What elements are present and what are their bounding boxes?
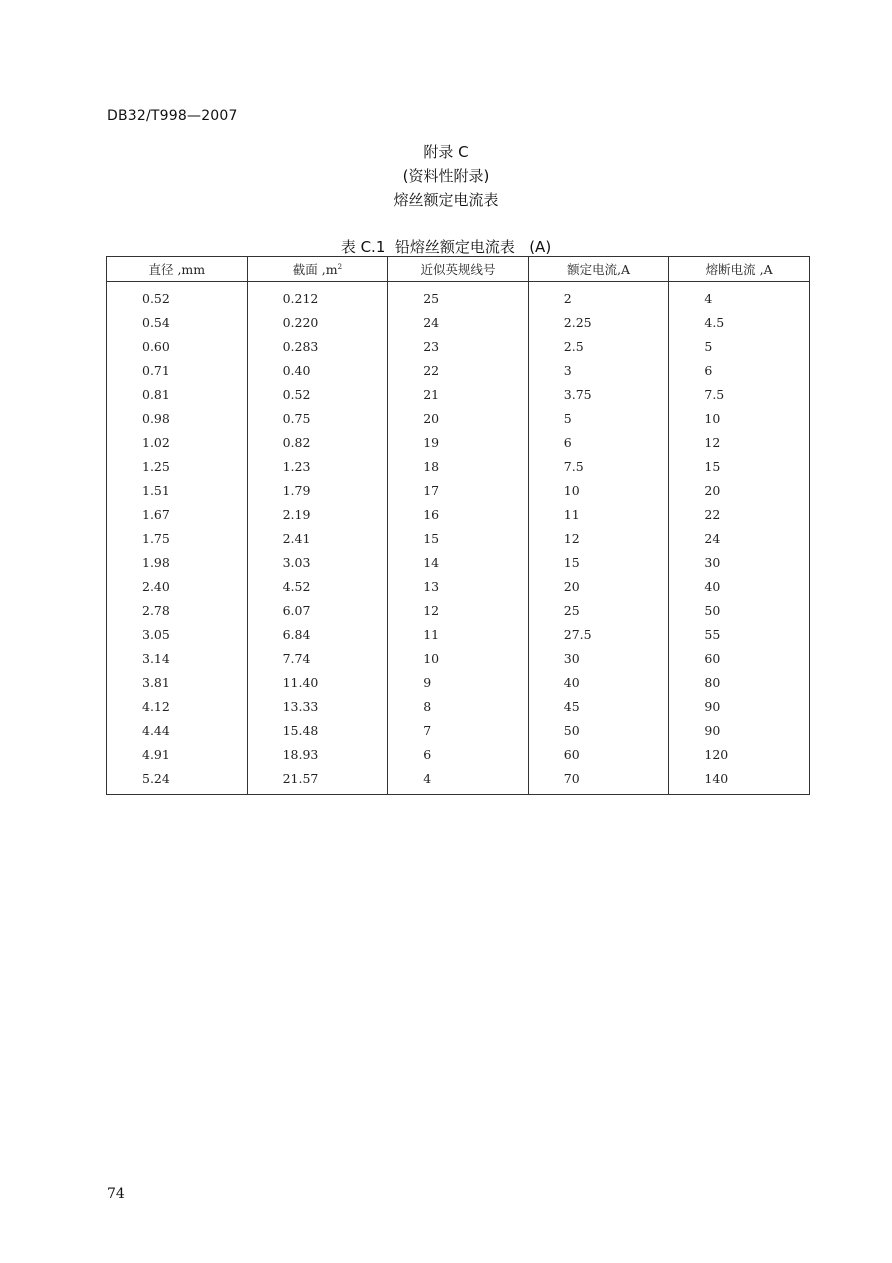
table-cell: 20 bbox=[388, 406, 529, 430]
table-cell: 5 bbox=[528, 406, 669, 430]
table-cell: 15 bbox=[669, 454, 810, 478]
table-cell: 11 bbox=[528, 502, 669, 526]
table-row bbox=[107, 550, 810, 574]
column-header bbox=[669, 257, 810, 282]
column-header-label: 直径 ,mm bbox=[148, 262, 206, 277]
table-cell: 0.212 bbox=[247, 282, 388, 311]
table-cell: 3.75 bbox=[528, 382, 669, 406]
table-row bbox=[107, 430, 810, 454]
table-row bbox=[107, 622, 810, 646]
table-cell: 30 bbox=[528, 646, 669, 670]
table-row bbox=[107, 526, 810, 550]
table-cell: 0.220 bbox=[247, 310, 388, 334]
table-cell: 40 bbox=[669, 574, 810, 598]
table-cell: 25 bbox=[388, 282, 529, 311]
table-cell: 0.283 bbox=[247, 334, 388, 358]
table-cell: 12 bbox=[388, 598, 529, 622]
table-cell: 11.40 bbox=[247, 670, 388, 694]
table-cell: 50 bbox=[669, 598, 810, 622]
table-row bbox=[107, 334, 810, 358]
table-cell: 0.40 bbox=[247, 358, 388, 382]
table-cell: 0.52 bbox=[107, 282, 248, 311]
table-cell: 120 bbox=[669, 742, 810, 766]
table-cell: 5.24 bbox=[107, 766, 248, 795]
table-cell: 1.98 bbox=[107, 550, 248, 574]
table-cell: 12 bbox=[528, 526, 669, 550]
table-cell: 18 bbox=[388, 454, 529, 478]
fuse-rating-table bbox=[106, 256, 810, 795]
table-cell: 24 bbox=[388, 310, 529, 334]
table-cell: 7.5 bbox=[528, 454, 669, 478]
table-cell: 16 bbox=[388, 502, 529, 526]
column-header bbox=[247, 257, 388, 282]
table-cell: 4 bbox=[669, 282, 810, 311]
table-cell: 0.82 bbox=[247, 430, 388, 454]
table-cell: 27.5 bbox=[528, 622, 669, 646]
table-cell: 5 bbox=[669, 334, 810, 358]
table-cell: 3.81 bbox=[107, 670, 248, 694]
table-row bbox=[107, 694, 810, 718]
table-cell: 40 bbox=[528, 670, 669, 694]
table-cell: 22 bbox=[669, 502, 810, 526]
table-cell: 60 bbox=[669, 646, 810, 670]
column-header bbox=[107, 257, 248, 282]
table-cell: 2.5 bbox=[528, 334, 669, 358]
table-row bbox=[107, 358, 810, 382]
table-cell: 2.78 bbox=[107, 598, 248, 622]
table-cell: 7.5 bbox=[669, 382, 810, 406]
table-cell: 7 bbox=[388, 718, 529, 742]
table-cell: 15 bbox=[388, 526, 529, 550]
table-cell: 55 bbox=[669, 622, 810, 646]
appendix-subtitle: (资料性附录) bbox=[402, 167, 490, 185]
document-code: DB32/T998—2007 bbox=[107, 108, 238, 124]
table-cell: 13.33 bbox=[247, 694, 388, 718]
table-cell: 23 bbox=[388, 334, 529, 358]
table-cell: 1.79 bbox=[247, 478, 388, 502]
table-row bbox=[107, 478, 810, 502]
table-cell: 18.93 bbox=[247, 742, 388, 766]
table-cell: 13 bbox=[388, 574, 529, 598]
appendix-title: 附录 C bbox=[423, 143, 469, 161]
table-cell: 1.51 bbox=[107, 478, 248, 502]
table-cell: 90 bbox=[669, 718, 810, 742]
table-cell: 1.23 bbox=[247, 454, 388, 478]
table-cell: 0.54 bbox=[107, 310, 248, 334]
table-cell: 4.12 bbox=[107, 694, 248, 718]
table-cell: 6 bbox=[669, 358, 810, 382]
table-cell: 1.25 bbox=[107, 454, 248, 478]
table-cell: 90 bbox=[669, 694, 810, 718]
table-row bbox=[107, 742, 810, 766]
table-cell: 10 bbox=[669, 406, 810, 430]
table-cell: 15 bbox=[528, 550, 669, 574]
table-cell: 0.81 bbox=[107, 382, 248, 406]
table-cell: 4.52 bbox=[247, 574, 388, 598]
appendix-name: 熔丝额定电流表 bbox=[393, 191, 499, 209]
appendix-heading bbox=[0, 140, 892, 212]
table-cell: 0.75 bbox=[247, 406, 388, 430]
table-row bbox=[107, 282, 810, 311]
table-row bbox=[107, 382, 810, 406]
table-cell: 0.60 bbox=[107, 334, 248, 358]
table-row bbox=[107, 646, 810, 670]
table-cell: 12 bbox=[669, 430, 810, 454]
page-number: 74 bbox=[107, 1186, 125, 1202]
table-body bbox=[107, 282, 810, 795]
table-cell: 50 bbox=[528, 718, 669, 742]
table-cell: 30 bbox=[669, 550, 810, 574]
table-cell: 11 bbox=[388, 622, 529, 646]
table-cell: 2.40 bbox=[107, 574, 248, 598]
table-cell: 21.57 bbox=[247, 766, 388, 795]
table-cell: 80 bbox=[669, 670, 810, 694]
table-cell: 19 bbox=[388, 430, 529, 454]
table-cell: 20 bbox=[528, 574, 669, 598]
table-row bbox=[107, 718, 810, 742]
table-cell: 60 bbox=[528, 742, 669, 766]
table-cell: 21 bbox=[388, 382, 529, 406]
column-header-label: 截面 ,m bbox=[292, 262, 338, 277]
table-row bbox=[107, 574, 810, 598]
table-cell: 17 bbox=[388, 478, 529, 502]
table-cell: 3.14 bbox=[107, 646, 248, 670]
column-header bbox=[528, 257, 669, 282]
column-header-label: 额定电流,A bbox=[567, 262, 631, 277]
table-cell: 6 bbox=[388, 742, 529, 766]
table-cell: 6.07 bbox=[247, 598, 388, 622]
table-cell: 7.74 bbox=[247, 646, 388, 670]
table-cell: 3.05 bbox=[107, 622, 248, 646]
table-cell: 8 bbox=[388, 694, 529, 718]
table-row bbox=[107, 598, 810, 622]
table-cell: 3 bbox=[528, 358, 669, 382]
table-cell: 1.02 bbox=[107, 430, 248, 454]
table-cell: 22 bbox=[388, 358, 529, 382]
table-cell: 9 bbox=[388, 670, 529, 694]
table-cell: 3.03 bbox=[247, 550, 388, 574]
table-caption: 表 C.1 铅熔丝额定电流表 (A) bbox=[340, 238, 552, 256]
table-cell: 15.48 bbox=[247, 718, 388, 742]
column-header bbox=[388, 257, 529, 282]
table-cell: 2.25 bbox=[528, 310, 669, 334]
table-cell: 2 bbox=[528, 282, 669, 311]
table-cell: 45 bbox=[528, 694, 669, 718]
table-cell: 6 bbox=[528, 430, 669, 454]
table-cell: 0.52 bbox=[247, 382, 388, 406]
table-cell: 4.91 bbox=[107, 742, 248, 766]
column-header-label: 近似英规线号 bbox=[420, 262, 496, 277]
column-header-label: 熔断电流 ,A bbox=[705, 262, 773, 277]
table-cell: 4.5 bbox=[669, 310, 810, 334]
table-cell: 4.44 bbox=[107, 718, 248, 742]
table-cell: 2.41 bbox=[247, 526, 388, 550]
unit-superscript: 2 bbox=[337, 262, 343, 271]
table-row bbox=[107, 310, 810, 334]
table-cell: 10 bbox=[388, 646, 529, 670]
table-cell: 20 bbox=[669, 478, 810, 502]
table-cell: 4 bbox=[388, 766, 529, 795]
table-cell: 0.98 bbox=[107, 406, 248, 430]
table-cell: 6.84 bbox=[247, 622, 388, 646]
table-cell: 0.71 bbox=[107, 358, 248, 382]
table-cell: 25 bbox=[528, 598, 669, 622]
table-cell: 1.75 bbox=[107, 526, 248, 550]
table-row bbox=[107, 670, 810, 694]
table-cell: 70 bbox=[528, 766, 669, 795]
table-cell: 140 bbox=[669, 766, 810, 795]
table-row bbox=[107, 766, 810, 795]
table-cell: 14 bbox=[388, 550, 529, 574]
table-cell: 2.19 bbox=[247, 502, 388, 526]
table-header-row bbox=[107, 257, 810, 282]
table-row bbox=[107, 406, 810, 430]
table-row bbox=[107, 454, 810, 478]
table-row bbox=[107, 502, 810, 526]
table-cell: 10 bbox=[528, 478, 669, 502]
table-cell: 24 bbox=[669, 526, 810, 550]
table-cell: 1.67 bbox=[107, 502, 248, 526]
